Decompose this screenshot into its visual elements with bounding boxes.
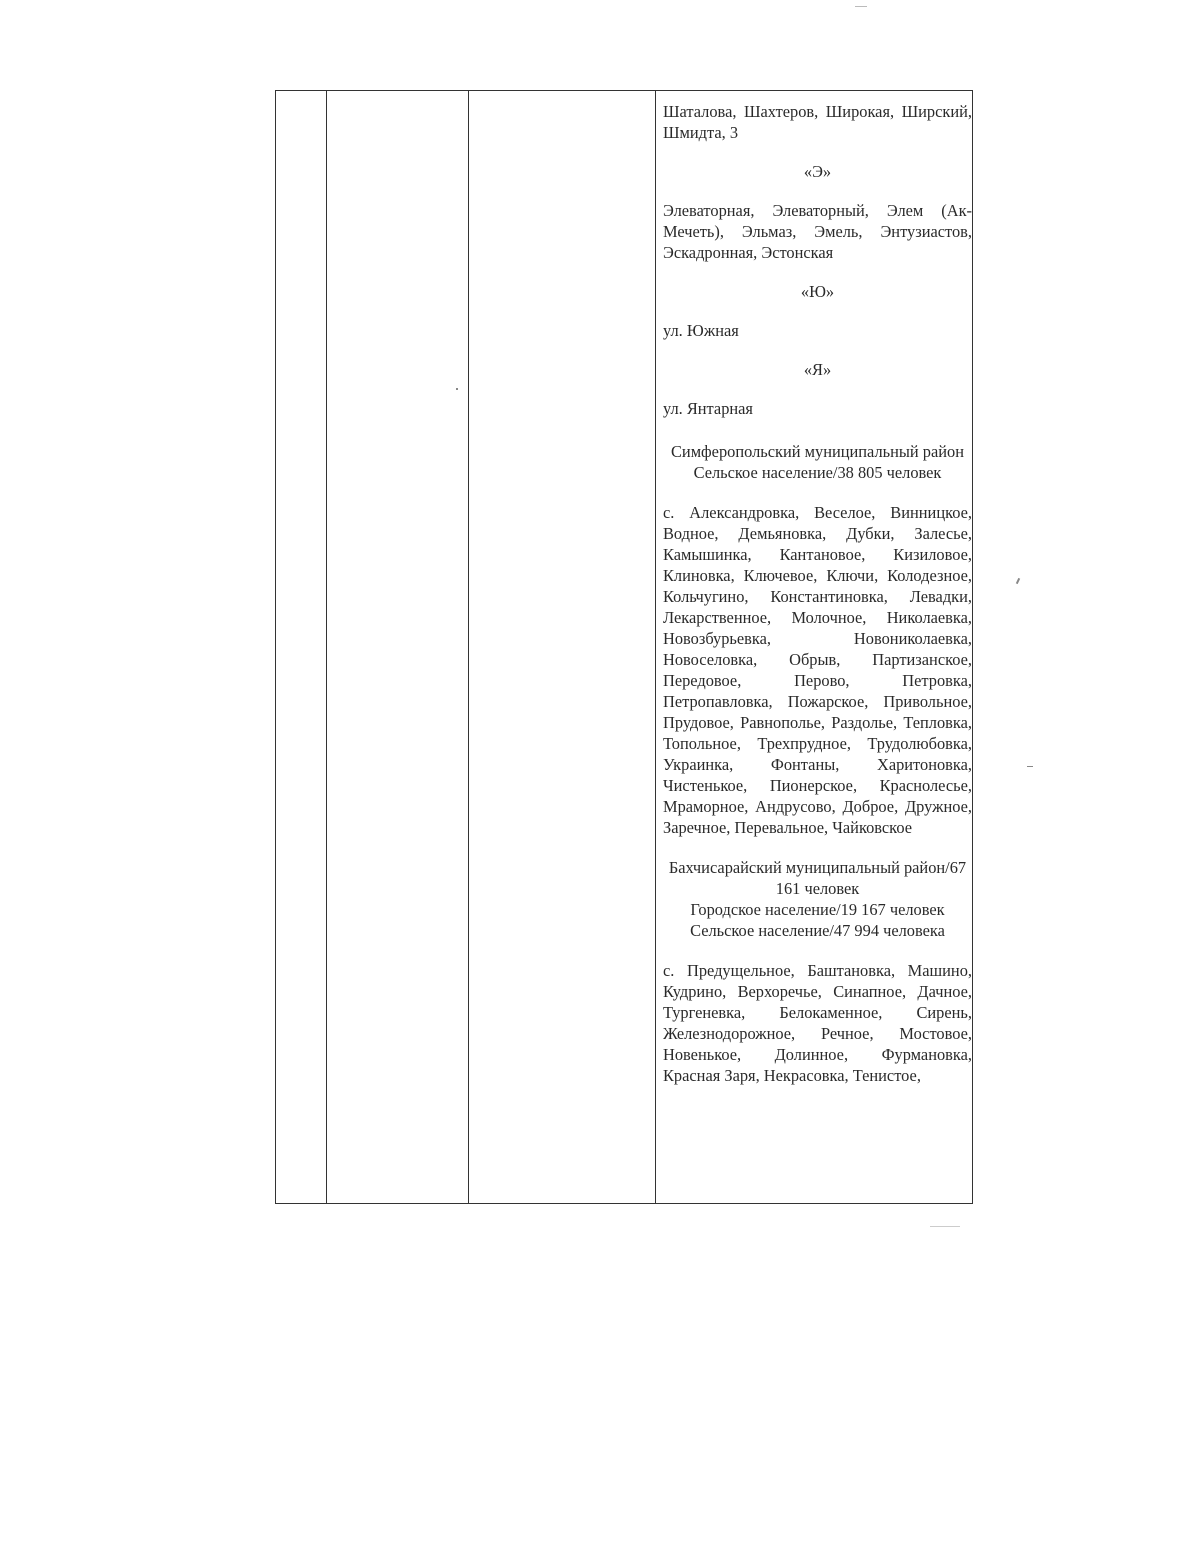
settlements-content [656, 91, 972, 1086]
letter-heading-ya: «Я» [803, 360, 832, 379]
settlements-cell [656, 91, 973, 1204]
table-row [276, 91, 973, 1204]
scan-speck [1027, 766, 1033, 767]
bakhchisaray-rural-population: Сельское население/47 994 человека [690, 921, 945, 940]
scan-speck [1016, 578, 1020, 584]
name-cell [327, 91, 469, 1204]
simferopol-rural-population: Сельское население/38 805 человек [693, 463, 942, 482]
letter-heading-yu: «Ю» [800, 282, 835, 301]
bakhchisaray-district-title: Бахчисарайский муниципальный район/67 161 человек [668, 858, 967, 898]
simferopol-district-title: Симферопольский муниципальный район [670, 442, 964, 461]
simferopol-villages: с. Александровка, Веселое, Винницкое, Водное, Демьяновка, Дубки, Залесье, Камышинка, Кантановое, Кизиловое, Клиновка, Ключевое, Ключи, Колодезное, Кольчугино, Константиновка, Левадки, Лекарственное, Молочное, Николаевка, Новозбурьевка, Новониколаевка, Новоселовка, Обрыв, Партизанское, Передовое, Перово, Петровка, Петропавловка, Пожарское, Привольное, Прудовое, Равнополье, Раздолье, Тепловка, Топольное, Трехпрудное, Трудолюбовка, Украинка, Фонтаны, Харитоновка, Чистенькое, Пионерское, Краснолесье, Мраморное, Андрусово, Доброе, Дружное, Заречное, Перевальное, Чайковское [663, 503, 972, 837]
scan-speck [855, 6, 867, 7]
district-table [275, 90, 973, 1204]
description-cell [469, 91, 656, 1204]
streets-e: Элеваторная, Элеваторный, Элем (Ак-Мечеть), Эльмаз, Эмель, Энтузиастов, Эскадронная, Эстонская [663, 201, 972, 262]
letter-heading-e: «Э» [803, 162, 832, 181]
scan-speck [456, 388, 458, 390]
streets-sh: Шаталова, Шахтеров, Широкая, Ширский, Шмидта, 3 [663, 102, 972, 142]
number-cell [276, 91, 327, 1204]
streets-yu: ул. Южная [663, 321, 739, 340]
bakhchisaray-villages: с. Предущельное, Баштановка, Машино, Кудрино, Верхоречье, Синапное, Дачное, Тургеневка, Белокаменное, Сирень, Железнодорожное, Речное, Мостовое, Новенькое, Долинное, Фурмановка, Красная Заря, Некрасовка, Тенистое, [663, 961, 972, 1085]
scan-speck [930, 1226, 960, 1227]
streets-ya: ул. Янтарная [663, 399, 753, 418]
bakhchisaray-urban-population: Городское население/19 167 человек [690, 900, 945, 919]
